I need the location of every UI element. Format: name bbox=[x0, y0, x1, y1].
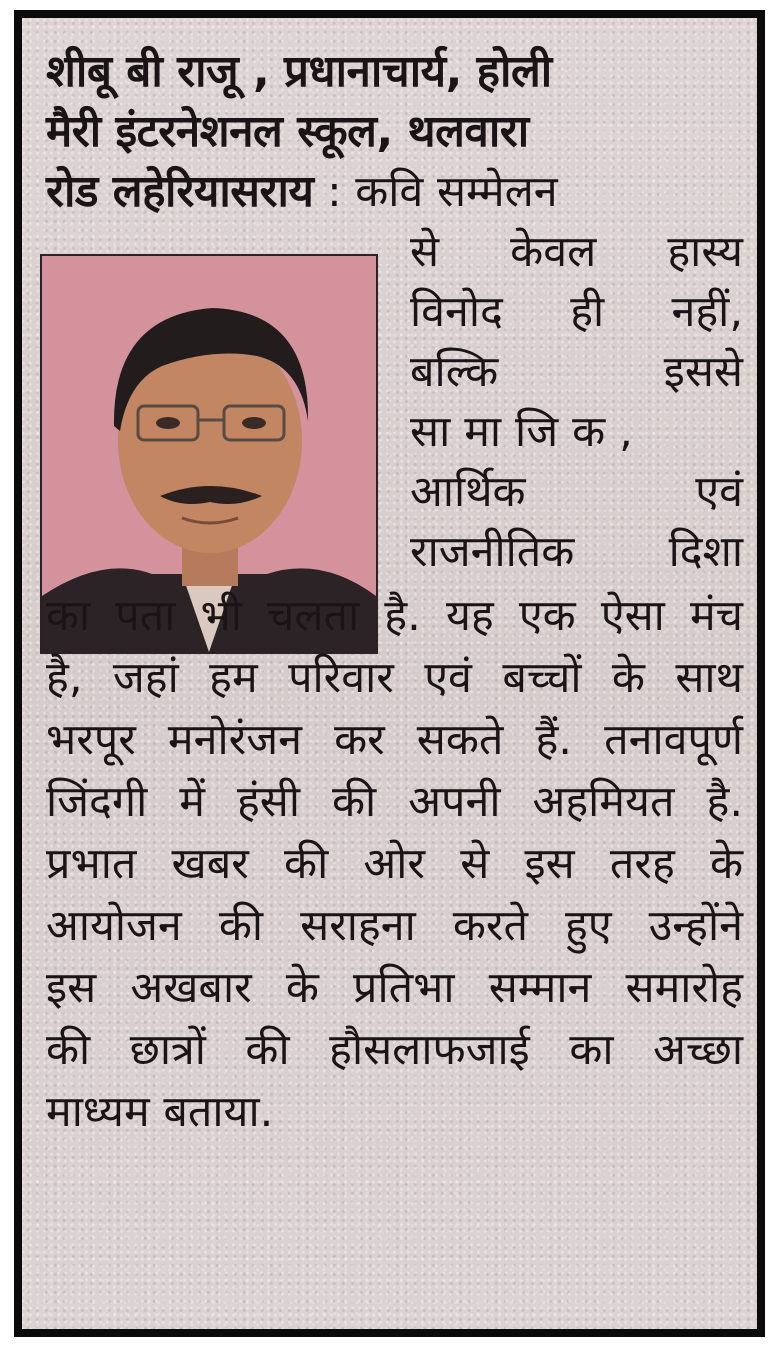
body-line-8: की छात्रों की हौसलाफजाई का अच्छा bbox=[46, 1025, 743, 1075]
headline-line-2: मैरी इंटरनेशनल स्कूल, थलवारा bbox=[46, 106, 529, 157]
headline-suffix: : कवि सम्मेलन bbox=[327, 167, 558, 217]
wrap-line-2: विनोद ही नहीं, bbox=[410, 287, 743, 337]
wrap-line-3: बल्कि इससे bbox=[410, 347, 743, 397]
headline-line-1: शीबू बी राजू , प्रधानाचार्य, होली bbox=[46, 46, 552, 97]
headline-line-3 bbox=[46, 164, 743, 220]
body-line-9: माध्यम बताया. bbox=[46, 1087, 274, 1137]
body-line-5: प्रभात खबर की ओर से इस तरह के bbox=[46, 839, 743, 889]
body-line-6: आयोजन की सराहना करते हुए उन्होंने bbox=[46, 901, 743, 951]
wrap-line-4: सामाजिक, bbox=[410, 407, 647, 457]
wrap-line-6: राजनीतिक दिशा bbox=[410, 527, 743, 577]
body-line-2: है, जहां हम परिवार एवं बच्चों के साथ bbox=[46, 653, 743, 703]
body-line-4: जिंदगी में हंसी की अपनी अहमियत है. bbox=[46, 777, 743, 827]
clipping-frame bbox=[14, 10, 765, 1337]
wrap-line-5: आर्थिक एवं bbox=[410, 467, 743, 517]
newspaper-clipping bbox=[22, 18, 757, 1329]
body-line-3: भरपूर मनोरंजन कर सकते हैं. तनावपूर्ण bbox=[46, 715, 743, 765]
wrap-line-1: से केवल हास्य bbox=[410, 227, 743, 277]
body-line-7: इस अखबार के प्रतिभा सम्मान समारोह bbox=[46, 963, 743, 1013]
headline-name-end: रोड लहेरियासराय bbox=[46, 166, 314, 217]
body-line-1: का पता भी चलता है. यह एक ऐसा मंच bbox=[46, 591, 743, 641]
